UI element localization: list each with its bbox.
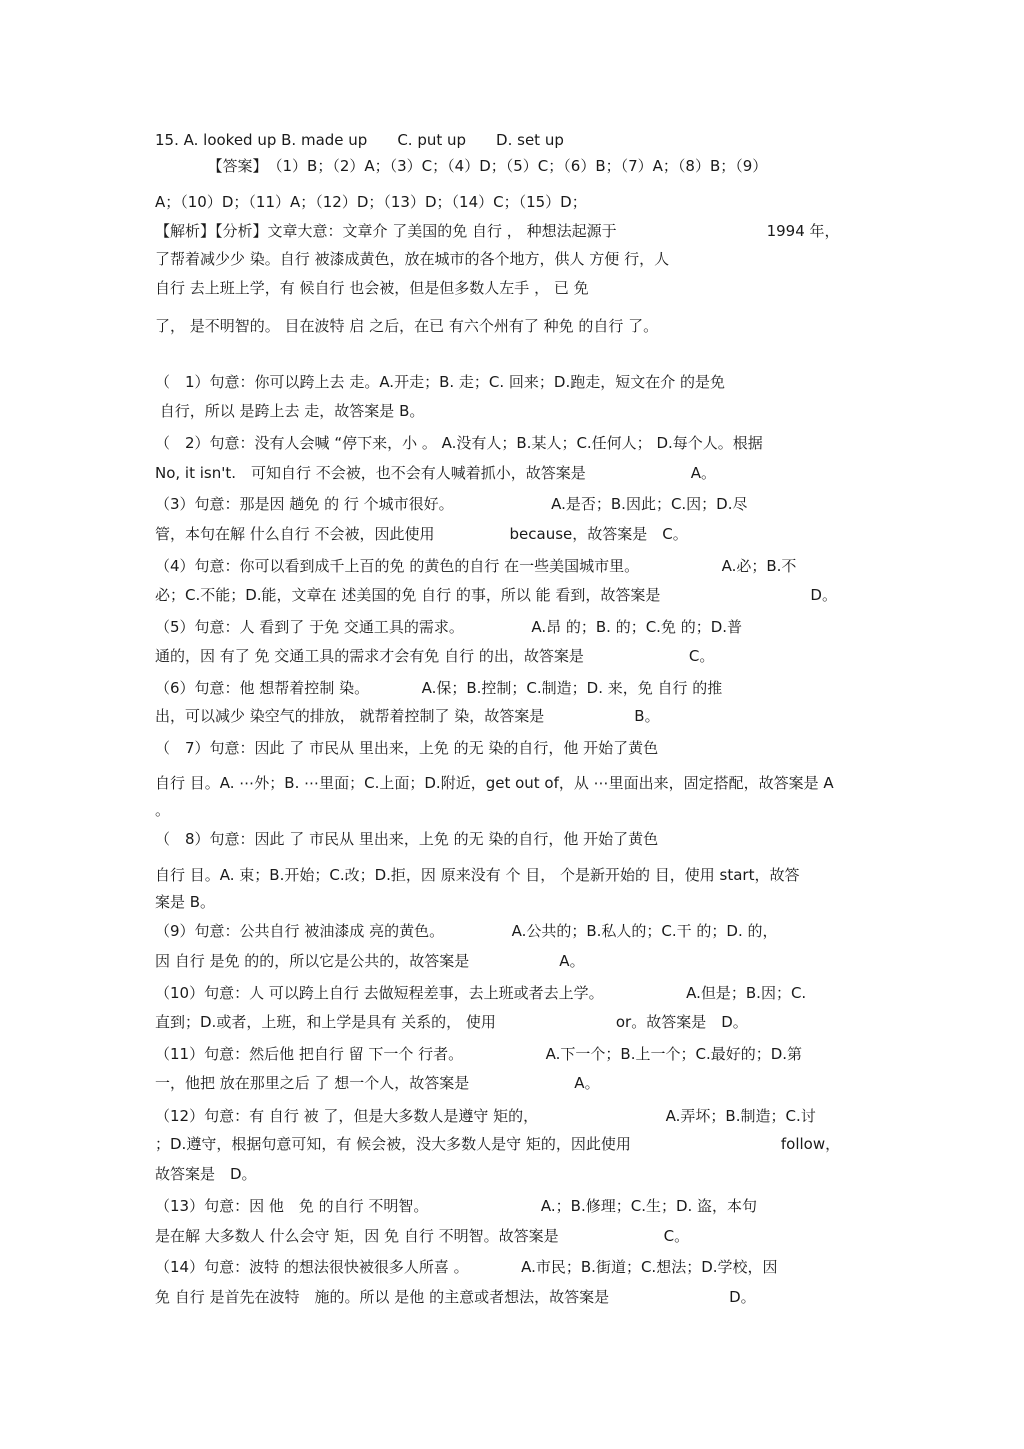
explanation-2-line-2: No, it isn't. 可知自行 不会被，也不会有人喊着抓小，故答案是 A。 [155,464,717,482]
explanation-8-line-3: 案是 B。 [155,893,216,911]
explanation-12-line-3: 故答案是 D。 [155,1165,257,1183]
explanation-6-line-1: （6）句意：他 想帮着控制 染。 A.保；B.控制；C.制造；D. 来，免 自行 的推 [155,679,723,697]
explanation-13-line-2: 是在解 大多数人 什么会守 矩，因 免 自行 不明智。故答案是 C。 [155,1227,690,1245]
explanation-3-line-1: （3）句意：那是因 趟免 的 行 个城市很好。 A.是否；B.因此；C.因；D.尽 [155,495,748,513]
explanation-12-line-1: （12）句意：有 自行 被 了，但是大多数人是遵守 矩的， A.弄坏；B.制造；C.讨 [155,1107,816,1125]
explanation-4-line-2: 必；C.不能；D.能，文章在 述美国的免 自行 的事，所以 能 看到，故答案是 D。 [155,586,837,604]
explanation-8-line-1: （ 8）句意：因此 了 市民从 里出来，上免 的无 染的自行，他 开始了黄色 [155,830,659,848]
explanation-1-line-1: （ 1）句意：你可以跨上去 走。A.开走；B. 走；C. 回来；D.跑走，短文在介 的是免 [155,373,726,391]
explanation-2-line-1: （ 2）句意：没有人会喊 “停下来，小 。 A.没有人；B.某人；C.任何人； D.每个人。根据 [155,434,763,452]
answer-key-line-1: 【答案】 （1）B；（2）A；（3）C；（4）D；（5）C；（6）B；（7）A；（8）B；（9） [155,157,768,175]
explanation-11-line-1: （11）句意：然后他 把自行 留 下一个 行者。 A.下一个；B.上一个；C.最好的；D.第 [155,1045,803,1063]
explanation-9-line-2: 因 自行 是免 的的，所以它是公共的，故答案是 A。 [155,952,585,970]
analysis-line-2: 了帮着减少少 染。自行 被漆成黄色，放在城市的各个地方，供人 方便 行，人 [155,250,670,268]
explanation-4-line-1: （4）句意：你可以看到成千上百的免 的黄色的自行 在一些美国城市里。 A.必；B.不 [155,557,797,575]
explanation-8-line-2: 自行 目。A. 束；B.开始；C.改；D.拒，因 原来没有 个 目， 个是新开始的 目，使用 start，故答 [155,866,800,884]
explanation-13-line-1: （13）句意：因 他 免 的自行 不明智。 A.；B.修理；C.生；D. 盗，本句 [155,1197,758,1215]
explanation-5-line-2: 通的，因 有了 免 交通工具的需求才会有免 自行 的出，故答案是 C。 [155,647,715,665]
explanation-3-line-2: 管，本句在解 什么自行 不会被，因此使用 because，故答案是 C。 [155,525,688,543]
explanation-10-line-2: 直到；D.或者，上班，和上学是具有 关系的， 使用 or。故答案是 D。 [155,1013,748,1031]
analysis-line-4: 了， 是不明智的。 目在波特 启 之后，在已 有六个州有了 种免 的自行 了。 [155,317,659,335]
explanation-7-line-3: 。 [155,801,171,819]
explanation-9-line-1: （9）句意：公共自行 被油漆成 亮的黄色。 A.公共的；B.私人的；C.干 的；D. 的， [155,922,778,940]
explanation-7-line-1: （ 7）句意：因此 了 市民从 里出来，上免 的无 染的自行，他 开始了黄色 [155,739,659,757]
explanation-12-line-2: ；D.遵守，根据句意可知，有 候会被，没大多数人是守 矩的，因此使用 follow， [155,1135,841,1153]
explanation-14-line-2: 免 自行 是首先在波特 施的。所以 是他 的主意或者想法，故答案是 D。 [155,1288,756,1306]
analysis-line-3: 自行 去上班上学，有 候自行 也会被，但是但多数人左手 ， 已 免 [155,279,589,297]
explanation-14-line-1: （14）句意：波特 的想法很快被很多人所喜 。 A.市民；B.街道；C.想法；D.学校，因 [155,1258,778,1276]
explanation-7-line-2: 自行 目。A. ⋯外；B. ⋯里面；C.上面；D.附近，get out of，从 ⋯里面出来，固定搭配，故答案是 A [155,774,834,792]
question-15-options: 15. A. looked up B. made up C. put up D. set up [155,131,564,149]
explanation-1-line-2: 自行，所以 是跨上去 走，故答案是 B。 [155,402,425,420]
explanation-6-line-2: 出，可以减少 染空气的排放， 就帮着控制了 染，故答案是 B。 [155,707,660,725]
explanation-5-line-1: （5）句意：人 看到了 于免 交通工具的需求。 A.昂 的；B. 的；C.免 的；D.普 [155,618,743,636]
answer-key-line-2: A；（10）D；（11）A；（12）D；（13）D；（14）C；（15）D； [155,193,587,211]
explanation-10-line-1: （10）句意：人 可以跨上自行 去做短程差事，去上班或者去上学。 A.但是；B.因；C. [155,984,807,1002]
analysis-line-1: 【解析】【分析】文章大意：文章介 了美国的免 自行 ， 种想法起源于 1994 年， [155,222,840,240]
explanation-11-line-2: 一，他把 放在那里之后 了 想一个人，故答案是 A。 [155,1074,600,1092]
